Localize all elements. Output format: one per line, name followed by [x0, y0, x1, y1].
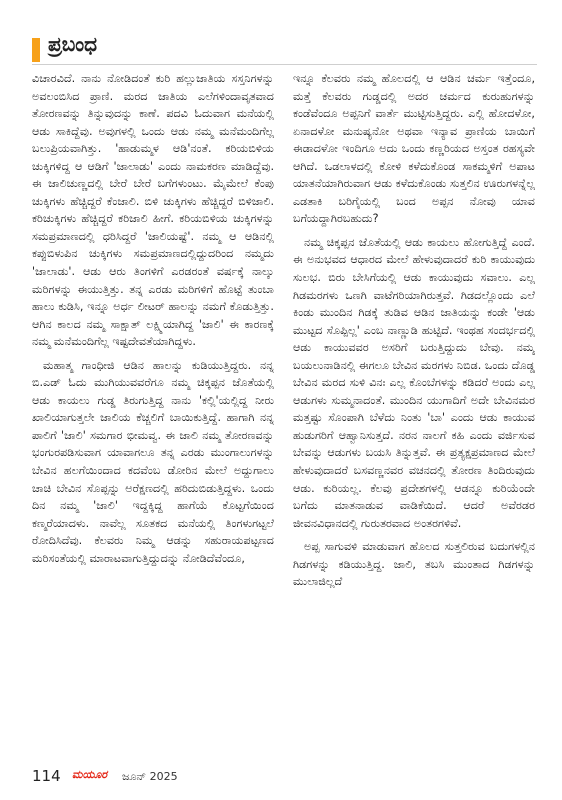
page-number: 114 [32, 767, 61, 785]
paragraph: ನಮ್ಮ ಚಿಕ್ಕಪ್ಪನ ಜೊತೆಯಲ್ಲಿ ಆಡು ಕಾಯಲು ಹೋಗುತ್ತಿದ್ದೆ ಎಂದೆ. ಈ ಅನುಭವದ ಆಧಾರದ ಮೇಲೆ ಹೇಳುವುದಾದರೆ ಕುರಿ ಕಾಯುವುದು ಸುಲಭ. ಬಿರು ಬೇಸಿಗೆಯಲ್ಲಿ ಆಡು ಕಾಯುವುದು ಸವಾಲು. ಎಲ್ಲ ಗಿಡಮರಗಳು ಒಣಗಿ ವಾಟೆಗರಿಯಾಗಿರುತ್ತವೆ. ಗಿಡದಲ್ಲೊಂದು ಎಲೆ ಕಿಂಡು ಮುಂದಿನ ಗಿಡಕ್ಕೆ ತುಡಿವ ಆಡಿನ ಜಾತಿಯನ್ನು ಕಂಡೇ 'ಆಡು ಮುಟ್ಟದ ಸೊಪ್ಪಿಲ್ಲ' ಎಂಬ ನಾಣ್ಣುಡಿ ಹುಟ್ಟಿದೆ. ಇಂಥಹ ಸಂದರ್ಭದಲ್ಲಿ ಆಡು ಕಾಯುವವರ ಅಸರಿಗೆ ಬರುತ್ತಿದ್ದುದು ಬೇವು. ನಮ್ಮ ಬಯಲುನಾಡಿನಲ್ಲಿ ಈಗಲೂ ಬೇವಿನ ಮರಗಳು ನಿಬಿಡ. ಒಂದು ದೊಡ್ಡ ಬೇವಿನ ಮರದ ಸುಳಿ ವಿನಃ ಎಲ್ಲ ಕೊಂಬೆಗಳನ್ನು ಕಡಿದರೆ ಅಂದು ಎಲ್ಲ ಆಡುಗಳು ಸುಮ್ಮನಾದಂತೆ. ಮುಂದಿನ ಯುಗಾದಿಗೆ ಅದೇ ಬೇವಿನಮರ ಮತ್ತಷ್ಟು ಸೊಂಪಾಗಿ ಬೆಳೆದು ನಿಂತು 'ಬಾ' ಎಂದು ಆಡು ಕಾಯುವ ಹುಡುಗರಿಗೆ ಆಹ್ವಾನಿಸುತ್ತದೆ. ನರನ ನಾಲಗೆ ಕಹಿ ಎಂದು ವರ್ಜಿಸುವ ಬೇವನ್ನು ಆಡುಗಳು ಬಯಸಿ ತಿನ್ನುತ್ತವೆ. ಈ ಪ್ರತ್ಯಕ್ಷಪ್ರಮಾಣದ ಮೇಲೆ ಹೇಳುವುದಾದರೆ ಬಸವಣ್ಣನವರ ವಚನದಲ್ಲಿ ತೋರಣ ತಿಂದಿರುವುದು ಆಡು. ಕುರಿಯಲ್ಲ. ಕೆಲವು ಪ್ರದೇಶಗಳಲ್ಲಿ ಆಡನ್ನೂ ಕುರಿಯೆಂದೇ ಬಗೆದು ಮಾತನಾಡುವ ವಾಡಿಕೆಯಿದೆ. ಆದರೆ ಅವೆರಡರ ಜೀವನವಿಧಾನದಲ್ಲಿ ಗುರುತರವಾದ ಅಂತರಗಳಿವೆ. [293, 235, 535, 530]
issue-date: ಜೂನ್ 2025 [122, 770, 178, 783]
magazine-logo: ಮಯೂರ [72, 768, 108, 781]
paragraph: ಮಹಾತ್ಮ ಗಾಂಧೀಜಿ ಆಡಿನ ಹಾಲನ್ನು ಕುಡಿಯುತ್ತಿದ್ದರು. ನನ್ನ ಬಿ.ಎಡ್ ಓದು ಮುಗಿಯುವವರೆಗೂ ನಮ್ಮ ಚಿಕ್ಕಪ್ಪನ ಜೊತೆಯಲ್ಲಿ ಆಡು ಕಾಯಲು ಗುಡ್ಡ ತಿರುಗುತ್ತಿದ್ದ ನಾನು 'ಕಲ್ಲಿ'ಯಲ್ಲಿದ್ದ ನೀರು ಖಾಲಿಯಾಗುತ್ತಲೇ ಜಾಲಿಯ ಕೆಚ್ಚಲಿಗೆ ಬಾಯಿಕುತ್ತಿದ್ದೆ. ಹಾಗಾಗಿ ನನ್ನ ಪಾಲಿಗೆ 'ಜಾಲಿ' ಸಮಗಾರ ಭೀಮವ್ವ. ಈ ಜಾಲಿ ನಮ್ಮ ತೋರಣವನ್ನು ಭಂಗುರಪಡಿಸುವಾಗ ಯಾವಾಗಲೂ ತನ್ನ ಎರಡು ಮುಂಗಾಲುಗಳನ್ನು ಬೇವಿನ ಹಲಗೆಯಿಂದಾದ ಕದವೆಂಬ ಡೋರಿನ ಮೇಲೆ ಅದ್ದುಗಾಲು ಚಾಚಿ ಬೇವಿನ ಸೊಪ್ಪನ್ನು ಅರೆಕ್ಷಣದಲ್ಲಿ ಹರಿದುಬಿಡುತ್ತಿದ್ದಳು. ಒಂದು ದಿನ ನಮ್ಮ 'ಜಾಲಿ' ಇದ್ದಕ್ಕಿದ್ದ ಹಾಗೆಯೆ ಕೊಟ್ಟಗೆಯಿಂದ ಕಣ್ಮರೆಯಾದಳು. ನಾವೆಲ್ಲ ಸೂತಕದ ಮನೆಯಲ್ಲಿ ತಿಂಗಳುಗಟ್ಟಲೆ ರೋದಿಸಿದೆವು. ಕೆಲವರು ನಿಮ್ಮ ಆಡನ್ನು ಸಹುರಾಯಪಟ್ಟಣದ ಮರಿಸಂತೆಯಲ್ಲಿ ಮಾರಾಟವಾಗುತ್ತಿದ್ದುದನ್ನು ನೋಡಿದೆವೆಂದೂ, [32, 358, 274, 565]
header-divider [32, 64, 537, 65]
paragraph: ವಿಚಾರವಿದೆ. ನಾನು ನೋಡಿದಂತೆ ಕುರಿ ಹಲ್ಲುಜಾತಿಯ ಸಸ್ತನಿಗಳನ್ನು ಅವಲಂಬಿಸಿದ ಪ್ರಾಣಿ. ಮರದ ಜಾತಿಯ ಎಲೆಗಳಿಂದಾವೃತವಾದ ತೋರಣವನ್ನು ತಿನ್ನುವುದನ್ನು ಕಾಣೆ. ಪದವಿ ಓದುವಾಗ ಮನೆಯಲ್ಲಿ ಆಡು ಸಾಕಿದ್ದೆವು. ಅವುಗಳಲ್ಲಿ ಒಂದು ಆಡು ನಮ್ಮ ಮನೆಮಂದಿಗೆಲ್ಲ ಬಲುಪ್ರಿಯವಾಗಿತ್ತು. 'ಹಾಡುಮ್ಮಳ ಆಡಿ'ನಂತೆ. ಕರಿಯಬಿಳಿಯ ಚುಕ್ಕಿಗಳಿದ್ದ ಆ ಆಡಿಗೆ 'ಜಾಲಾಡು' ಎಂದು ನಾಮಕರಣ ಮಾಡಿದ್ದೆವು. ಈ ಜಾಲಿಚುಣ್ಣದಲ್ಲಿ ಬೇರೆ ಬೇರೆ ಬಗೆಗಳುಂಟು. ಮೈಮೇಲೆ ಕೆಂಪು ಚುಕ್ಕಿಗಳು ಹೆಚ್ಚಿದ್ದರೆ ಕೆಂಜಾಲಿ. ಬಿಳಿ ಚುಕ್ಕಿಗಳು ಹೆಚ್ಚಿದ್ದರೆ ಬಿಳಿಜಾಲಿ. ಕರಿಚುಕ್ಕಿಗಳು ಹೆಚ್ಚಿದ್ದರೆ ಕರಿಜಾಲಿ ಹೀಗೆ. ಕರಿಯಬಿಳಿಯ ಚುಕ್ಕಿಗಳನ್ನು ಸಮಪ್ರಮಾಣದಲ್ಲಿ ಧರಿಸಿದ್ದರೆ 'ಜಾಲಿಯಷ್ಟೆ'. ನಮ್ಮ ಆ ಆಡಿನಲ್ಲಿ ಕಪ್ಪುಬಿಳುಪಿನ ಚುಕ್ಕಿಗಳು ಸಮಪ್ರಮಾಣದಲ್ಲಿದ್ದುದರಿಂದ ನಮ್ಮದು 'ಜಾಲಾಡು'. ಆಡು ಆರು ತಿಂಗಳಿಗೆ ಎರಡರಂತೆ ವರ್ಷಕ್ಕೆ ನಾಲ್ಕು ಮರಿಗಳನ್ನು ಈಯುತ್ತಿತ್ತು. ತನ್ನ ಎರಡು ಮರಿಗಳಿಗೆ ಹೊಟ್ಟೆ ತುಂಬಾ ಹಾಲು ಕುಡಿಸಿ, ಇನ್ನೂ ಅರ್ಧ ಲೀಟರ್ ಹಾಲನ್ನು ನಮಗೆ ಕೊಡುತ್ತಿತ್ತು. ಆಗಿನ ಕಾಲದ ನಮ್ಮ ಸಾಕ್ಷಾತ್ ಲಕ್ಷ್ಮಿಯಾಗಿದ್ದ 'ಜಾಲಿ' ಈ ಕಾರಣಕ್ಕೆ ನಮ್ಮ ಮನೆಮಂದಿಗೆಲ್ಲ ಇಷ್ಟದೇವತೆಯಾಗಿದ್ದಳು. [32, 72, 274, 349]
section-accent-bar [32, 38, 40, 62]
paragraph: ಇನ್ನೂ ಕೆಲವರು ನಮ್ಮ ಹೊಲದಲ್ಲಿ ಆ ಆಡಿನ ಚರ್ಮ ಇತ್ತೆಂದೂ, ಮತ್ತೆ ಕೆಲವರು ಗುಡ್ಡದಲ್ಲಿ ಅದರ ಚರ್ಮದ ಕುರುಹುಗಳನ್ನು ಕಂಡೆವೆಂದೂ ಅಪ್ಪನಿಗೆ ವಾರ್ತೆ ಮುಟ್ಟಿಸುತ್ತಿದ್ದರು. ಎಲ್ಲಿ ಹೋದಳೋ, ಏನಾದಳೋ ಮನುಷ್ಯನೋ ಅಥವಾ ಇನ್ಯಾವ ಪ್ರಾಣಿಯ ಬಾಯಿಗೆ ಈಡಾದಳೋ ಇಂದಿಗೂ ಅದು ಒಂದು ಕಣ್ಣರಿಯದ ಅಸ್ತಂತ ರಹಸ್ಯವೇ ಆಗಿದೆ. ಒಡಲಾಳದಲ್ಲಿ ಕೋಳಿ ಕಳೆದುಕೊಂಡ ಸಾಕಮ್ಮಳಿಗೆ ಅಪಾಟ ಯಾತನೆಯಾಗಿರುವಾಗ ಆಡು ಕಳೆದುಕೊಂಡು ಸುತ್ತಲಿನ ಊರುಗಳನ್ನೆಲ್ಲ ಎಡತಾಕಿ ಬರಿಗೈಯಲ್ಲಿ ಬಂದ ಅಪ್ಪನ ನೋವು ಯಾವ ಬಗೆಯದ್ದಾಗಿರಬಹುದು? [293, 72, 535, 226]
left-column [32, 70, 274, 758]
right-column [293, 70, 535, 758]
paragraph: ಅಪ್ಪ ಸಾಗುವಳಿ ಮಾಡುವಾಗ ಹೊಲದ ಸುತ್ತಲಿರುವ ಬದುಗಳಲ್ಲಿನ ಗಿಡಗಳನ್ನು ಕಡಿಯುತ್ತಿದ್ದ. ಜಾಲಿ, ತಬಸಿ ಮುಂತಾದ ಗಿಡಗಳನ್ನು ಮುಲಾಜಿಲ್ಲದೆ [293, 540, 535, 589]
section-title: ಪ್ರಬಂಧ [48, 32, 98, 56]
